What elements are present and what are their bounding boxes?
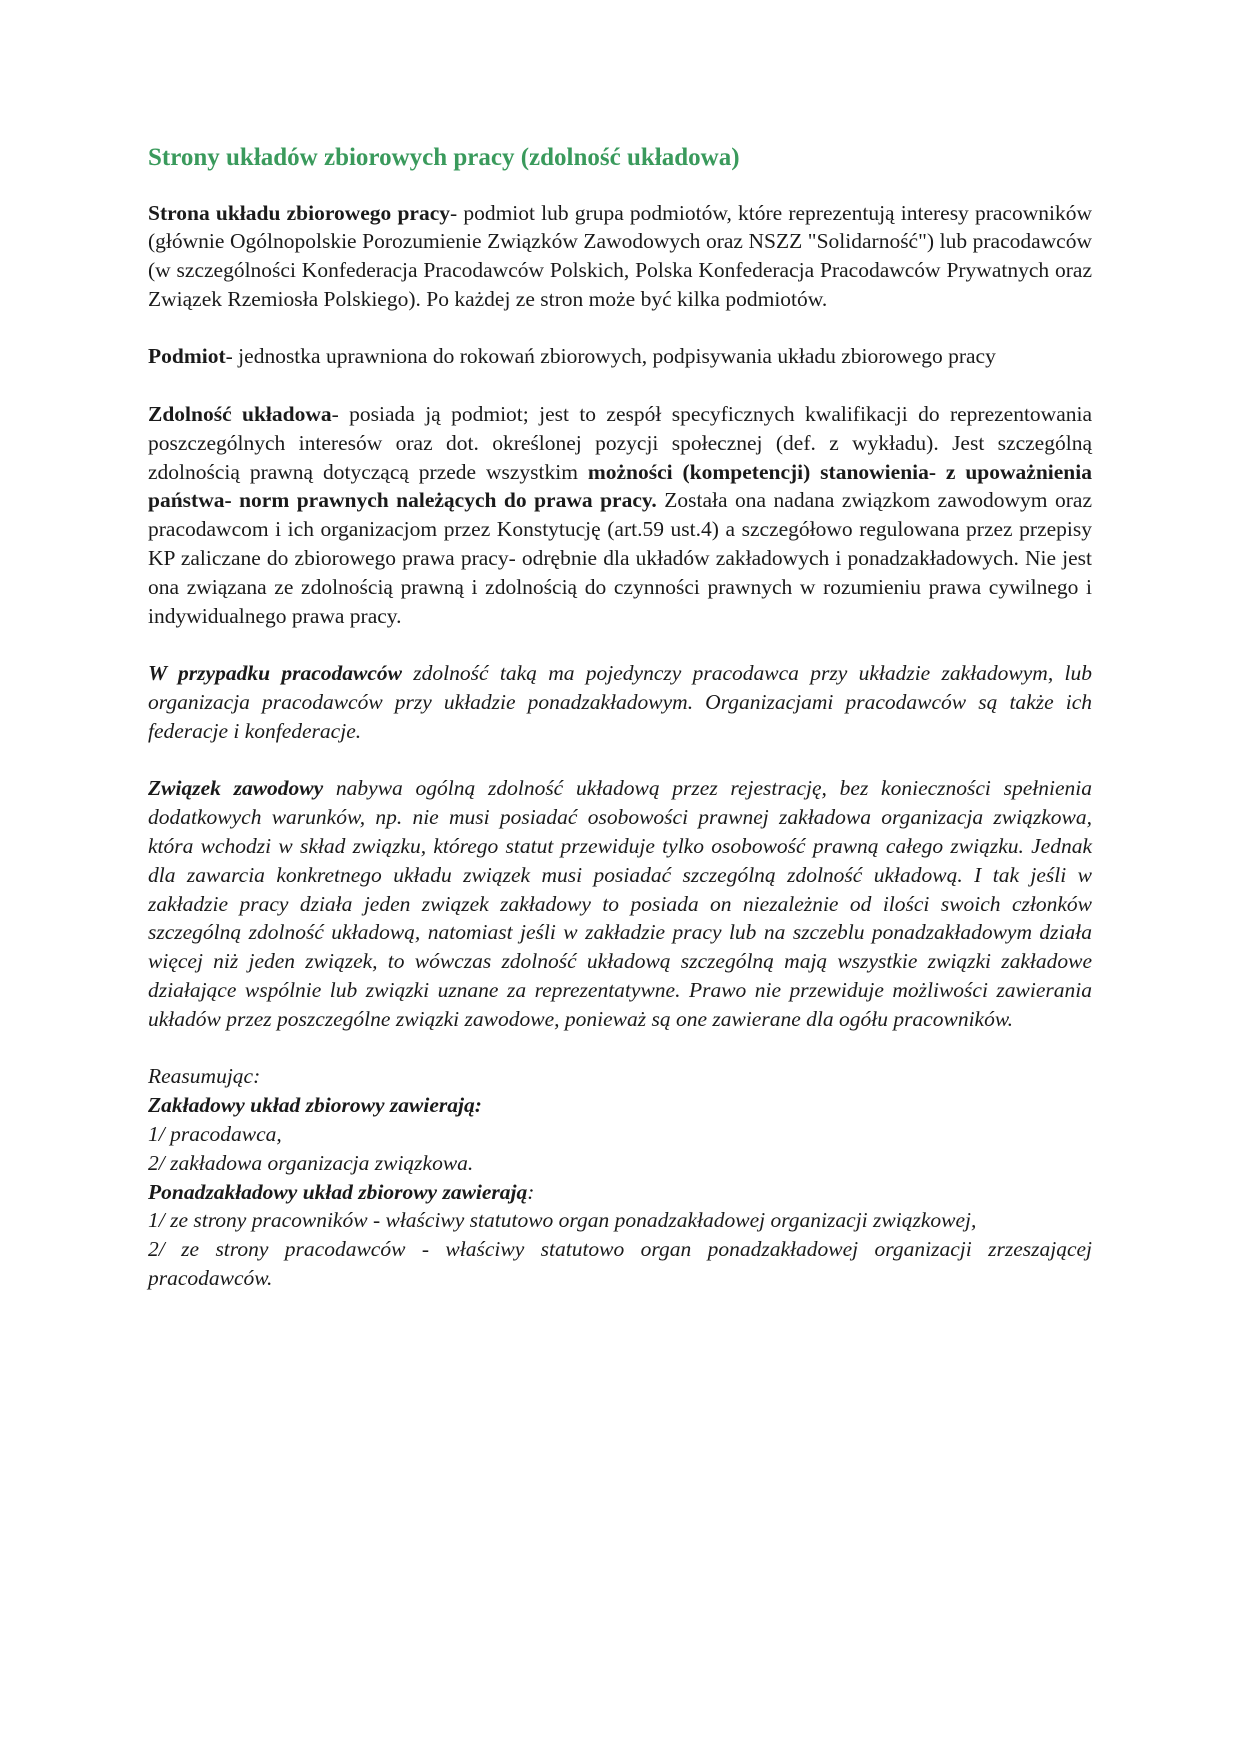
summary-item-pracownicy: 1/ ze strony pracowników - właściwy statutowo organ ponadzakładowej organizacji związkowej,: [148, 1208, 977, 1233]
summary-heading-zakladowy: [148, 1091, 1092, 1120]
document-page: [148, 142, 1092, 1293]
text-strona: - podmiot lub grupa podmiotów, które reprezentują interesy pracowników (głównie Ogólnopolskie Porozumienie Związków Zawodowych oraz NSZZ "Solidarność") lub pracodawców (w szczególności Konfederacja Pracodawców Polskich, Polska Konfederacja Pracodawców Prywatnych oraz Związek Rzemiosła Polskiego). Po każdej ze stron może być kilka podmiotów.: [148, 200, 1092, 311]
summary-item-organizacja: 2/ zakładowa organizacja związkowa.: [148, 1150, 474, 1175]
text-pracodawcy: zdolność taką ma pojedynczy pracodawca przy układzie zakładowym, lub organizacja pracodawców przy układzie ponadzakładowym. Organizacjami pracodawców są także ich federacje i konfederacje.: [148, 661, 1092, 743]
text-zwiazek: nabywa ogólną zdolność układową przez rejestrację, bez konieczności spełnienia dodatkowych warunków, np. nie musi posiadać osobowości prawnej zakładowa organizacja związkowa, która wchodzi w skład związku, którego statut przewiduje tylko osobowość prawną całego związku. Jednak dla zawarcia konkretnego układu związek musi posiadać szczególną zdolność układową. I tak jeśli w zakładzie pracy działa jeden związek zakładowy to posiada on niezależnie od ilości swoich członków szczególną zdolność układową, natomiast jeśli w zakładzie pracy lub na szczeblu ponadzakładowym działa więcej niż jeden związek, to wówczas zdolność układową szczególną mają wszystkie związki zakładowe działające wspólnie lub związki uznane za reprezentatywne. Prawo nie przewiduje możliwości zawierania układów przez poszczególne związki zawodowe, ponieważ są one zawierane dla ogółu pracowników.: [148, 776, 1092, 1031]
paragraph-podmiot: [148, 342, 1092, 371]
paragraph-zdolnosc: [148, 400, 1092, 630]
term-strona: Strona układu zbiorowego pracy: [148, 200, 451, 225]
summary-heading-colon: :: [527, 1179, 535, 1204]
summary-heading-ponadzakladowy-text: Ponadzakładowy układ zbiorowy zawierają: [148, 1179, 528, 1204]
summary-heading-zakladowy-text: Zakładowy układ zbiorowy zawierają:: [148, 1093, 482, 1118]
term-podmiot: Podmiot: [148, 344, 226, 369]
page-title: Strony układów zbiorowych pracy (zdolność układowa): [148, 144, 740, 171]
term-zdolnosc: Zdolność układowa: [148, 402, 332, 427]
text-zdolnosc-2: Została ona nadana związkom zawodowym oraz pracodawcom i ich organizacjom przez Konstytucję (art.59 ust.4) a szczegółowo regulowana przez przepisy KP zaliczane do zbiorowego prawa pracy- odrębnie dla układów zakładowych i ponadzakładowych. Nie jest ona związana ze zdolnością prawną i zdolnością do czynności prawnych w rozumieniu prawa cywilnego i indywidualnego prawa pracy.: [148, 488, 1092, 628]
paragraph-strona: [148, 199, 1092, 314]
summary-item-pracodawca: 1/ pracodawca,: [148, 1122, 282, 1146]
summary-intro: Reasumując:: [148, 1064, 261, 1089]
summary-section: [148, 1062, 1092, 1292]
paragraph-pracodawcy: [148, 659, 1092, 745]
term-zwiazek: Związek zawodowy: [148, 776, 324, 801]
term-pracodawcy: W przypadku pracodawców: [148, 661, 402, 686]
paragraph-zwiazek: [148, 774, 1092, 1033]
bold-zdolnosc: możności (kompetencji) stanowienia- z upoważnienia państwa- norm prawnych należących do prawa pracy.: [148, 459, 1092, 513]
summary-heading-ponadzakladowy: [148, 1178, 1092, 1207]
summary-item-pracodawcy: 2/ ze strony pracodawców - właściwy statutowo organ ponadzakładowej organizacji zrzeszającej pracodawców.: [148, 1237, 1092, 1290]
text-zdolnosc-1: - posiada ją podmiot; jest to zespół specyficznych kwalifikacji do reprezentowania poszczególnych interesów oraz dot. określonej pozycji społecznej (def. z wykładu). Jest szczególną zdolnością prawną dotyczącą przede wszystkim: [148, 402, 1093, 484]
text-podmiot: - jednostka uprawniona do rokowań zbiorowych, podpisywania układu zbiorowego pracy: [225, 344, 996, 369]
